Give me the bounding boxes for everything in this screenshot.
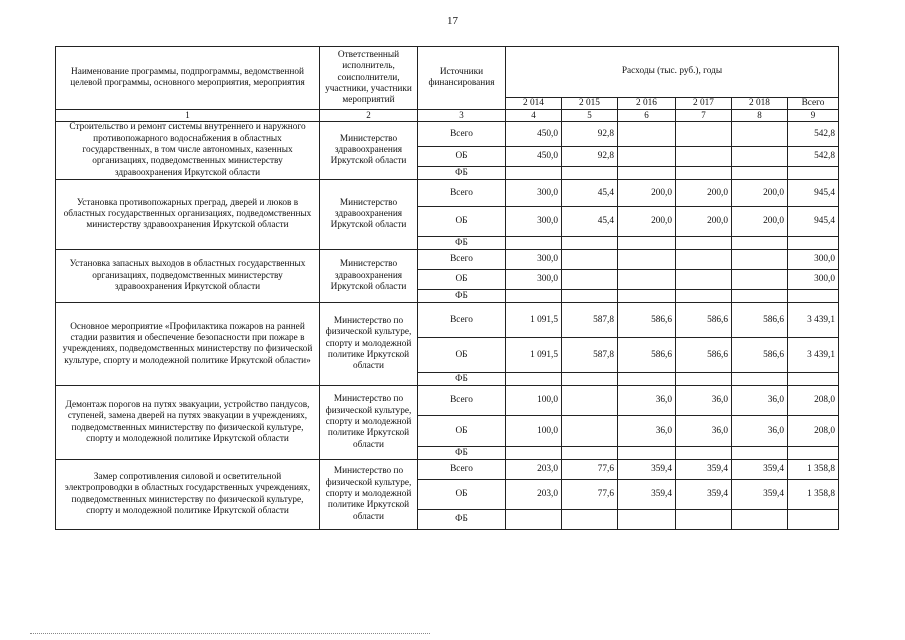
- responsible-executor: Министерство по физической культуре, спорту и молодежной политике Иркутской области: [320, 460, 418, 530]
- year-cell: 2 015: [562, 98, 618, 110]
- year-value: [618, 167, 676, 180]
- column-number: 3: [418, 110, 506, 122]
- funding-source: ОБ: [418, 416, 506, 447]
- year-value: 77,6: [562, 460, 618, 480]
- year-value: [732, 510, 788, 530]
- total-value: 1 358,8: [788, 460, 839, 480]
- responsible-executor: Министерство здравоохранения Иркутской области: [320, 180, 418, 250]
- total-value: 945,4: [788, 207, 839, 237]
- year-value: [562, 290, 618, 303]
- table-row: [56, 303, 839, 338]
- year-value: 450,0: [506, 147, 562, 167]
- year-value: 203,0: [506, 460, 562, 480]
- year-value: 300,0: [506, 270, 562, 290]
- year-value: 300,0: [506, 180, 562, 207]
- year-value: 200,0: [732, 207, 788, 237]
- funding-source: ФБ: [418, 447, 506, 460]
- page-bottom-edge: [30, 633, 430, 635]
- total-value: 3 439,1: [788, 303, 839, 338]
- year-value: [618, 237, 676, 250]
- year-value: 36,0: [732, 416, 788, 447]
- year-value: 77,6: [562, 480, 618, 510]
- year-cell: Всего: [788, 98, 839, 110]
- year-value: [562, 250, 618, 270]
- year-value: [506, 167, 562, 180]
- year-value: [732, 122, 788, 147]
- activity-name: Демонтаж порогов на путях эвакуации, устройство пандусов, ступеней, замена дверей на путях эвакуации в учреждениях, подведомственных министерству по физической культуре, спорту и молодежной политике Иркутской области: [56, 386, 320, 460]
- table-row: [56, 250, 839, 270]
- year-value: [732, 270, 788, 290]
- total-value: [788, 510, 839, 530]
- total-value: 542,8: [788, 147, 839, 167]
- year-value: [676, 510, 732, 530]
- funding-source: ОБ: [418, 147, 506, 167]
- year-value: 587,8: [562, 303, 618, 338]
- total-value: [788, 290, 839, 303]
- year-value: 36,0: [732, 386, 788, 416]
- year-value: 586,6: [676, 303, 732, 338]
- total-value: [788, 167, 839, 180]
- funding-source: ФБ: [418, 237, 506, 250]
- year-value: 36,0: [618, 416, 676, 447]
- total-value: 945,4: [788, 180, 839, 207]
- year-value: [732, 373, 788, 386]
- responsible-executor: Министерство по физической культуре, спорту и молодежной политике Иркутской области: [320, 386, 418, 460]
- year-value: [732, 167, 788, 180]
- year-value: [676, 147, 732, 167]
- year-value: [676, 237, 732, 250]
- header-name: Наименование программы, подпрограммы, ведомственной целевой программы, основного мероприятия, мероприятия: [56, 47, 320, 110]
- funding-source: Всего: [418, 250, 506, 270]
- year-value: 200,0: [676, 180, 732, 207]
- activity-name: Установка противопожарных преград, дверей и люков в областных государственных организациях, подведомственных министерству здравоохранения Иркутской области: [56, 180, 320, 250]
- year-value: [506, 373, 562, 386]
- year-value: 586,6: [732, 303, 788, 338]
- year-value: 200,0: [732, 180, 788, 207]
- column-number: 8: [732, 110, 788, 122]
- year-value: [676, 290, 732, 303]
- total-value: [788, 447, 839, 460]
- year-value: [618, 447, 676, 460]
- funding-source: Всего: [418, 386, 506, 416]
- total-value: 542,8: [788, 122, 839, 147]
- year-value: [562, 386, 618, 416]
- funding-source: ОБ: [418, 480, 506, 510]
- total-value: [788, 237, 839, 250]
- year-value: 359,4: [676, 480, 732, 510]
- table-row: [56, 122, 839, 147]
- year-value: 359,4: [618, 460, 676, 480]
- year-value: 359,4: [732, 480, 788, 510]
- total-value: [788, 373, 839, 386]
- year-value: 450,0: [506, 122, 562, 147]
- year-value: [732, 147, 788, 167]
- total-value: 1 358,8: [788, 480, 839, 510]
- header-responsible: Ответственный исполнитель, соисполнители, участники, участники мероприятий: [320, 47, 418, 110]
- year-value: [676, 373, 732, 386]
- year-value: [562, 237, 618, 250]
- year-value: [506, 290, 562, 303]
- year-value: 359,4: [676, 460, 732, 480]
- funding-source: ОБ: [418, 207, 506, 237]
- year-value: 359,4: [618, 480, 676, 510]
- column-number: 1: [56, 110, 320, 122]
- activity-name: Строительство и ремонт системы внутреннего и наружного противопожарного водоснабжения в областных государственных, в том числе автономных, казенных организациях, подведомственных министерству здравоохранения Иркутской области: [56, 122, 320, 180]
- year-value: 200,0: [618, 180, 676, 207]
- year-value: [676, 167, 732, 180]
- year-value: 36,0: [618, 386, 676, 416]
- total-value: 208,0: [788, 386, 839, 416]
- year-value: [562, 270, 618, 290]
- year-value: 92,8: [562, 122, 618, 147]
- activity-name: Основное мероприятие «Профилактика пожаров на ранней стадии развития и обеспечение безопасности при пожаре в учреждениях, подведомственных министерству по физической культуре, спорту и молодежной политике Иркутской области»: [56, 303, 320, 386]
- funding-source: Всего: [418, 180, 506, 207]
- year-value: 36,0: [676, 386, 732, 416]
- year-value: [676, 447, 732, 460]
- year-value: [676, 270, 732, 290]
- year-value: 300,0: [506, 207, 562, 237]
- year-value: [618, 122, 676, 147]
- year-value: 203,0: [506, 480, 562, 510]
- year-value: 45,4: [562, 180, 618, 207]
- header-sources: Источники финансирования: [418, 47, 506, 110]
- column-number: 4: [506, 110, 562, 122]
- column-number: 6: [618, 110, 676, 122]
- year-value: [732, 250, 788, 270]
- column-number: 7: [676, 110, 732, 122]
- year-value: [618, 270, 676, 290]
- year-value: [562, 447, 618, 460]
- year-value: 200,0: [676, 207, 732, 237]
- year-value: 586,6: [618, 303, 676, 338]
- year-value: [732, 447, 788, 460]
- activity-name: Установка запасных выходов в областных государственных организациях, подведомственных министерству здравоохранения Иркутской области: [56, 250, 320, 303]
- column-number-row: [56, 110, 839, 122]
- column-number: 2: [320, 110, 418, 122]
- year-value: [732, 290, 788, 303]
- year-value: [562, 373, 618, 386]
- total-value: 300,0: [788, 270, 839, 290]
- year-cell: 2 014: [506, 98, 562, 110]
- table-body: [56, 122, 839, 530]
- year-value: 586,6: [676, 338, 732, 373]
- year-value: 100,0: [506, 416, 562, 447]
- funding-source: ФБ: [418, 510, 506, 530]
- year-value: 1 091,5: [506, 338, 562, 373]
- year-value: [618, 250, 676, 270]
- budget-table: [55, 46, 839, 530]
- total-value: 3 439,1: [788, 338, 839, 373]
- table-row: [56, 460, 839, 480]
- funding-source: Всего: [418, 122, 506, 147]
- year-value: [562, 167, 618, 180]
- year-value: [618, 510, 676, 530]
- column-number: 5: [562, 110, 618, 122]
- year-value: [506, 447, 562, 460]
- year-value: [732, 237, 788, 250]
- total-value: 208,0: [788, 416, 839, 447]
- year-value: [562, 510, 618, 530]
- year-value: 36,0: [676, 416, 732, 447]
- year-value: [562, 416, 618, 447]
- funding-source: ОБ: [418, 338, 506, 373]
- year-cell: 2 016: [618, 98, 676, 110]
- funding-source: ФБ: [418, 167, 506, 180]
- responsible-executor: Министерство по физической культуре, спорту и молодежной политике Иркутской области: [320, 303, 418, 386]
- year-value: [506, 237, 562, 250]
- year-value: 586,6: [732, 338, 788, 373]
- year-value: 100,0: [506, 386, 562, 416]
- year-value: 1 091,5: [506, 303, 562, 338]
- year-value: [676, 122, 732, 147]
- table-row: [56, 180, 839, 207]
- year-value: 45,4: [562, 207, 618, 237]
- year-value: 586,6: [618, 338, 676, 373]
- year-cell: 2 017: [676, 98, 732, 110]
- year-value: 200,0: [618, 207, 676, 237]
- year-value: [618, 373, 676, 386]
- header-expenses: Расходы (тыс. руб.), годы: [506, 47, 839, 98]
- table-row: [56, 386, 839, 416]
- column-number: 9: [788, 110, 839, 122]
- total-value: 300,0: [788, 250, 839, 270]
- responsible-executor: Министерство здравоохранения Иркутской области: [320, 122, 418, 180]
- year-value: 300,0: [506, 250, 562, 270]
- page-number: 17: [447, 15, 458, 27]
- year-value: 587,8: [562, 338, 618, 373]
- year-value: 92,8: [562, 147, 618, 167]
- funding-source: ОБ: [418, 270, 506, 290]
- year-value: [618, 290, 676, 303]
- responsible-executor: Министерство здравоохранения Иркутской области: [320, 250, 418, 303]
- year-value: [506, 510, 562, 530]
- funding-source: Всего: [418, 303, 506, 338]
- year-value: [618, 147, 676, 167]
- year-cell: 2 018: [732, 98, 788, 110]
- year-value: [676, 250, 732, 270]
- activity-name: Замер сопротивления силовой и осветительной электропроводки в областных государственных учреждениях, подведомственных министерству по физической культуре, спорту и молодежной политике Иркутской области: [56, 460, 320, 530]
- funding-source: Всего: [418, 460, 506, 480]
- year-value: 359,4: [732, 460, 788, 480]
- funding-source: ФБ: [418, 373, 506, 386]
- funding-source: ФБ: [418, 290, 506, 303]
